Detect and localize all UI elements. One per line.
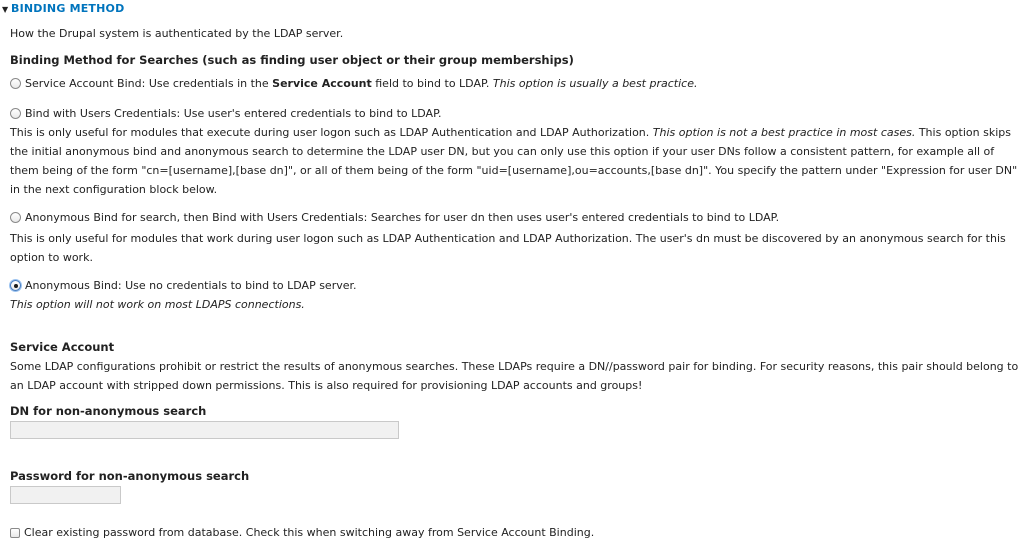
password-field[interactable] [10,486,121,504]
dn-field[interactable] [10,421,399,439]
option-anonymous-bind[interactable] [10,276,357,295]
option-label: Anonymous Bind for search, then Bind with Users Credentials: Searches for user dn then uses user's entered credentials to bind to LDAP. [25,211,780,224]
fieldset-description: How the Drupal system is authenticated by the LDAP server. [10,27,344,40]
option-label-note: This option is usually a best practice. [492,77,698,90]
clear-password-checkbox[interactable] [10,528,20,538]
option-label: Anonymous Bind: Use no credentials to bind to LDAP server. [25,279,357,292]
option-label-text: Service Account Bind: Use credentials in the [25,77,273,90]
option-label-text-post: field to bind to LDAP. [371,77,493,90]
binding-method-title: Binding Method for Searches (such as finding user object or their group memberships) [10,53,574,67]
option-label: Bind with Users Credentials: Use user's entered credentials to bind to LDAP. [25,107,442,120]
option-label-bold: Service Account [272,77,372,90]
option-label [25,74,697,93]
option-description: This is only useful for modules that work during user logon such as LDAP Authentication and LDAP Authorization. The user's dn must be discovered by an anonymous search for this option to work. [10,232,1006,264]
option-description [10,123,1020,199]
option-service-account-bind[interactable] [10,74,697,93]
collapse-triangle-icon: ▼ [2,5,9,14]
radio-anonymous-bind[interactable] [10,280,21,291]
fieldset-legend-binding-method[interactable] [2,0,124,17]
option-description-note: This option is not a best practice in most cases. [652,126,916,139]
option-description-text-post: This option skips the initial anonymous bind and anonymous search to determine the LDAP user DN, but you can only use this option if your user DNs follow a consistent pattern, for example all of them being of the form "cn=[username],[base dn]", or all of them being of the form "uid=[username],ou=accounts,[base dn]". You specify the pattern under "Expression for user DN" in the next configuration block below. [10,126,1018,196]
option-description: This option will not work on most LDAPS connections. [10,298,305,311]
dn-field-label: DN for non-anonymous search [10,404,207,418]
password-field-label: Password for non-anonymous search [10,469,250,483]
option-description-text: This is only useful for modules that execute during user logon such as LDAP Authentication and LDAP Authorization. [10,126,653,139]
service-account-description: Some LDAP configurations prohibit or restrict the results of anonymous searches. These LDAPs require a DN//password pair for binding. For security reasons, this pair should belong to an LDAP account with stripped down permissions. This is also required for provisioning LDAP accounts and groups! [10,360,1019,392]
radio-service-account-bind[interactable] [10,78,21,89]
fieldset-legend-label: BINDING METHOD [11,2,125,15]
radio-anonymous-bind-then-user[interactable] [10,212,21,223]
option-bind-with-users-credentials[interactable] [10,104,442,123]
option-anonymous-bind-then-user[interactable] [10,208,779,227]
radio-bind-with-users-credentials[interactable] [10,108,21,119]
clear-password-label: Clear existing password from database. Check this when switching away from Service Account Binding. [24,526,595,539]
service-account-title: Service Account [10,340,115,354]
clear-password-option[interactable] [10,523,594,542]
